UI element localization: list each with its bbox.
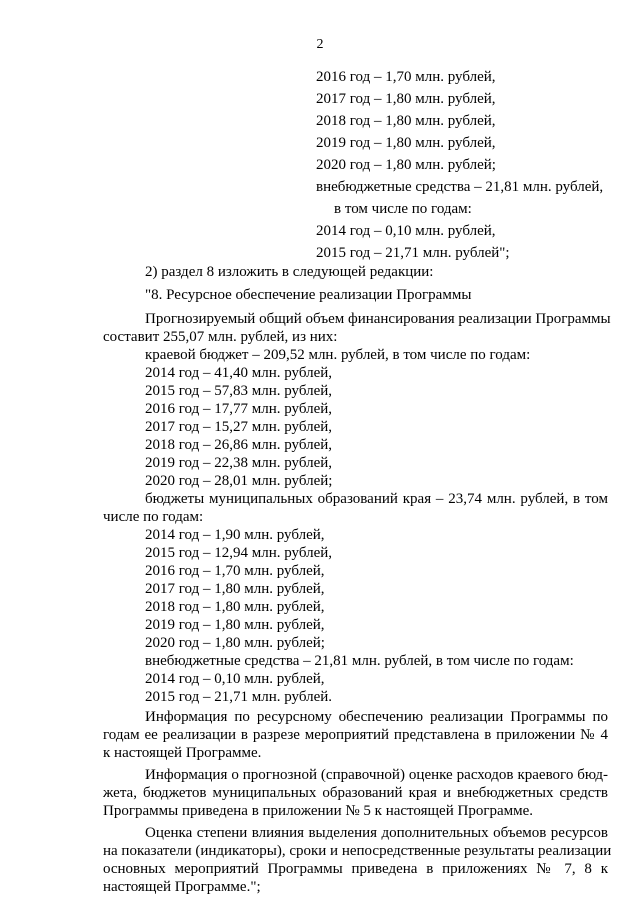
paragraph-line: настоящей Программе."; [103, 879, 261, 895]
text-line: 2017 год – 1,80 млн. рублей, [316, 91, 496, 107]
paragraph-line: Информация о прогнозной (справочной) оценке расходов краевого бюд- [145, 767, 608, 783]
municipal-budget-line: числе по годам: [103, 509, 204, 525]
paragraph-line: основных мероприятий Программы приведена в приложениях № 7, 8 к [103, 861, 608, 877]
paragraph-line: годам ее реализации в разрезе мероприятий представлена в приложении № 4 [103, 727, 608, 743]
paragraph-line: составит 255,07 млн. рублей, из них: [103, 329, 338, 345]
text-line: 2014 год – 0,10 млн. рублей, [316, 223, 496, 239]
paragraph-line: Информация по ресурсному обеспечению реализации Программы по [145, 709, 608, 725]
page-number: 2 [316, 37, 324, 52]
year-line: 2017 год – 15,27 млн. рублей, [145, 419, 333, 435]
paragraph-line: Оценка степени влияния выделения дополнительных объемов ресурсов [145, 825, 608, 841]
text-line: 2018 год – 1,80 млн. рублей, [316, 113, 496, 129]
year-line: 2014 год – 0,10 млн. рублей, [145, 671, 325, 687]
year-line: 2018 год – 26,86 млн. рублей, [145, 437, 333, 453]
paragraph-line: к настоящей Программе. [103, 745, 262, 761]
paragraph-line: на показатели (индикаторы), сроки и непосредственные результаты реализации [103, 843, 612, 859]
year-line: 2014 год – 41,40 млн. рублей, [145, 365, 333, 381]
year-line: 2016 год – 17,77 млн. рублей, [145, 401, 333, 417]
year-line: 2019 год – 22,38 млн. рублей, [145, 455, 333, 471]
text-line: 2016 год – 1,70 млн. рублей, [316, 69, 496, 85]
year-line: 2014 год – 1,90 млн. рублей, [145, 527, 325, 543]
section-heading: "8. Ресурсное обеспечение реализации Программы [145, 287, 472, 303]
year-line: 2015 год – 12,94 млн. рублей, [145, 545, 333, 561]
year-line: 2017 год – 1,80 млн. рублей, [145, 581, 325, 597]
extrabudget-line: внебюджетные средства – 21,81 млн. рублей, в том числе по годам: [145, 653, 574, 669]
paragraph-line: жета, бюджетов муниципальных образований края и внебюджетных средств [103, 785, 608, 801]
year-line: 2016 год – 1,70 млн. рублей, [145, 563, 325, 579]
year-line: 2018 год – 1,80 млн. рублей, [145, 599, 325, 615]
paragraph-line: Прогнозируемый общий объем финансирования реализации Программы [145, 311, 611, 327]
year-line: 2015 год – 21,71 млн. рублей. [145, 689, 333, 705]
list-item-2: 2) раздел 8 изложить в следующей редакции: [145, 264, 434, 280]
text-line: 2015 год – 21,71 млн. рублей"; [316, 245, 510, 261]
text-line: 2020 год – 1,80 млн. рублей; [316, 157, 496, 173]
paragraph-line: Программы приведена в приложении № 5 к настоящей Программе. [103, 803, 534, 819]
text-line: внебюджетные средства – 21,81 млн. рублей, [316, 179, 604, 195]
municipal-budget-line: бюджеты муниципальных образований края – 23,74 млн. рублей, в том [145, 491, 608, 507]
year-line: 2020 год – 28,01 млн. рублей; [145, 473, 333, 489]
text-line: 2019 год – 1,80 млн. рублей, [316, 135, 496, 151]
text-line: в том числе по годам: [334, 201, 472, 217]
year-line: 2019 год – 1,80 млн. рублей, [145, 617, 325, 633]
year-line: 2020 год – 1,80 млн. рублей; [145, 635, 325, 651]
regional-budget-line: краевой бюджет – 209,52 млн. рублей, в том числе по годам: [145, 347, 531, 363]
year-line: 2015 год – 57,83 млн. рублей, [145, 383, 333, 399]
